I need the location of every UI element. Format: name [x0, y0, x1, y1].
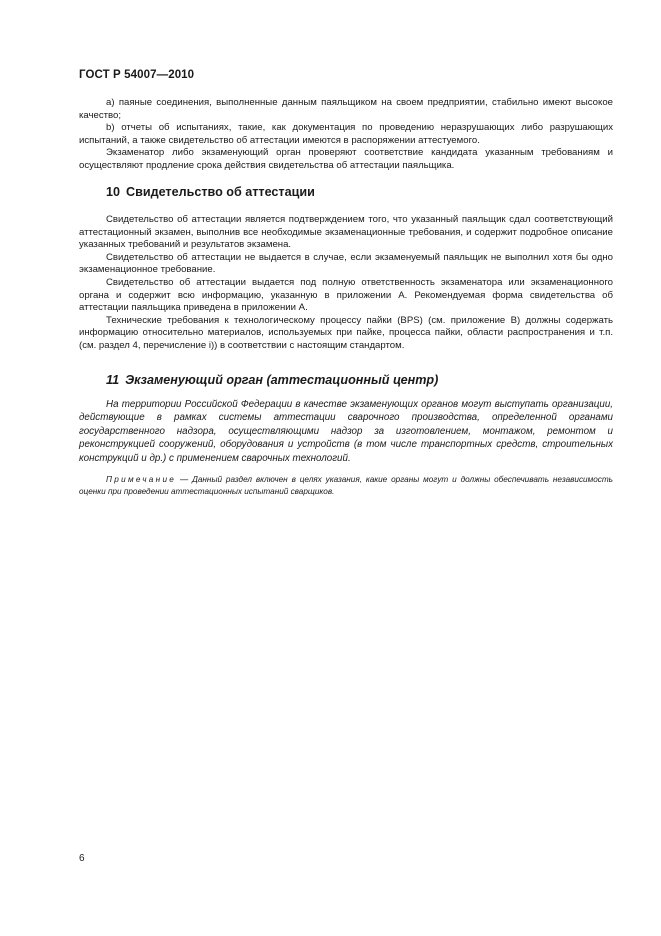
paragraph: Свидетельство об аттестации выдается под полную ответственность экзаменатора или экзаменационного органа и содержит всю информацию, указанную в приложении А. Рекомендуемая форма свидетельства об аттестации паяльщика приведена в приложении А.: [79, 276, 613, 314]
document-id: ГОСТ Р 54007—2010: [79, 69, 195, 81]
note-text: Данный раздел включен в целях указания, какие органы могут и должны обеспечивать независимость оценки при проведении аттестационных испытаний сварщиков.: [79, 475, 613, 497]
intro-paragraph: Экзаменатор либо экзаменующий орган проверяют соответствие кандидата указанным требованиям и осуществляют продление срока действия свидетельства об аттестации паяльщика.: [79, 147, 613, 171]
note-dash: —: [176, 475, 193, 484]
section-11-body: [79, 398, 613, 465]
paragraph: Свидетельство об аттестации является подтверждением того, что указанный паяльщик сдал соответствующий аттестационный экзамен, выполнив все необходимые экзаменационные требования, и содержит подробное описание указанных требований и результатов экзамена.: [79, 214, 613, 251]
section-10-heading: [106, 185, 315, 199]
page-number: 6: [79, 853, 85, 864]
note: [79, 474, 613, 499]
list-item-a: а) паяные соединения, выполненные данным паяльщиком на своем предприятии, стабильно имеют высокое качество;: [79, 97, 613, 121]
section-10-title: Свидетельство об аттестации: [126, 185, 315, 199]
paragraph: Свидетельство об аттестации не выдается в случае, если экзаменуемый паяльщик не выполнил хотя бы одно экзаменационное требование.: [79, 251, 613, 276]
section-11-heading: [106, 373, 438, 387]
section-10-number: 10: [106, 185, 121, 199]
section-11-number: 11: [106, 373, 120, 387]
paragraph: Технические требования к технологическому процессу пайки (BPS) (см. приложение В) должны содержать информацию относительно материалов, используемых при пайке, процесса пайки, области распространения и т.п. (см. раздел 4, перечисление i)) в соответствии с настоящим стандартом.: [79, 314, 613, 351]
paragraph: На территории Российской Федерации в качестве экзаменующих органов могут выступать организации, действующие в рамках системы аттестации сварочного производства, определенной органами государственного надзора, осуществляющими надзор за изготовлением, монтажом, ремонтом и реконструкцией сооружений, оборудования и устройств (в том числе транспортных средств, строительных конструкций и др.) с применением сварочных технологий.: [79, 399, 613, 464]
intro-block: [79, 97, 613, 173]
list-item-b: b) отчеты об испытаниях, такие, как документация по проведению неразрушающих либо разрушающих испытаний, а также свидетельство об аттестации имеются в распоряжении аттестуемого.: [79, 122, 613, 146]
section-10-body: [79, 214, 613, 353]
section-11-title: Экзаменующий орган (аттестационный центр): [125, 373, 439, 387]
note-label: Примечание: [106, 475, 177, 484]
